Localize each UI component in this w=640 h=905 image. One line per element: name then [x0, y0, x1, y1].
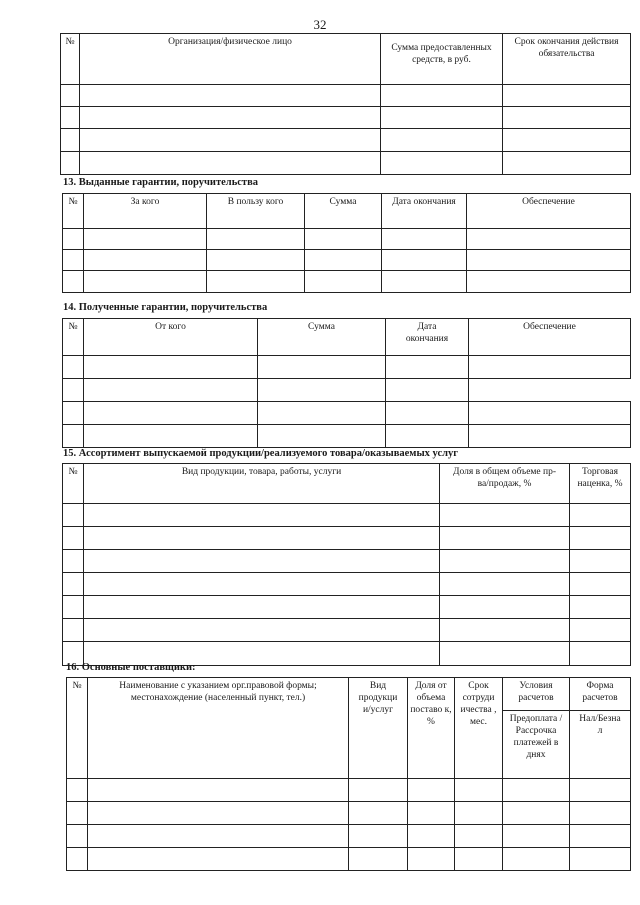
received-guarantees-table — [62, 318, 631, 448]
col-amount: Сумма — [305, 194, 382, 229]
table-row — [63, 527, 631, 550]
table-row — [67, 802, 631, 825]
col-num: № — [61, 34, 80, 85]
table-row — [63, 229, 631, 250]
table-row — [61, 107, 631, 129]
col-end-date: Дата окончания — [386, 319, 469, 356]
table-row — [61, 152, 631, 175]
table-row — [61, 129, 631, 152]
page-number: 32 — [313, 17, 327, 32]
col-num: № — [63, 194, 84, 229]
suppliers-table — [66, 677, 631, 871]
col-markup: Торговая наценка, % — [570, 464, 631, 504]
table-row — [63, 356, 631, 379]
table-row — [67, 848, 631, 871]
col-end-date: Дата окончания — [382, 194, 467, 229]
col-in-favor-of: В пользу кого — [207, 194, 305, 229]
assortment-table — [62, 463, 631, 666]
issued-guarantees-table — [62, 193, 631, 293]
col-product-type: Вид продукци и/услуг — [349, 678, 408, 779]
section-16-title: 16. Основные поставщики: — [66, 662, 196, 673]
col-collateral: Обеспечение — [469, 319, 631, 356]
col-payment-form: Форма расчетов — [570, 678, 631, 711]
table-row — [63, 250, 631, 271]
table-row — [63, 573, 631, 596]
col-from-whom: От кого — [84, 319, 258, 356]
table-row — [63, 550, 631, 573]
col-product-type: Вид продукции, товара, работы, услуги — [84, 464, 440, 504]
col-num: № — [67, 678, 88, 779]
col-prepayment: Предоплата / Рассрочка платежей в днях — [503, 711, 570, 779]
table-row — [63, 379, 631, 402]
col-supplier-name: Наименование с указанием орг.правовой формы; местонахождение (населенный пункт, тел.) — [88, 678, 349, 779]
table-row — [63, 425, 631, 448]
col-num: № — [63, 319, 84, 356]
table-row — [63, 504, 631, 527]
col-share: Доля от объема поставо к, % — [408, 678, 455, 779]
col-amount: Сумма предоставленных средств, в руб. — [381, 34, 503, 85]
section-14-title: 14. Полученные гарантии, поручительства — [63, 302, 268, 313]
col-amount: Сумма — [258, 319, 386, 356]
col-organization: Организация/физическое лицо — [80, 34, 381, 85]
table-row — [63, 271, 631, 293]
section-15-title: 15. Ассортимент выпускаемой продукции/реализуемого товара/оказываемых услуг — [63, 448, 459, 459]
table-row — [67, 825, 631, 848]
obligations-table — [60, 33, 631, 175]
col-for-whom: За кого — [84, 194, 207, 229]
table-row — [63, 596, 631, 619]
col-expiry: Срок окончания действия обязательства — [503, 34, 631, 85]
col-collateral: Обеспечение — [467, 194, 631, 229]
col-num: № — [63, 464, 84, 504]
table-row — [61, 85, 631, 107]
col-cooperation-term: Срок сотруди ичества , мес. — [455, 678, 503, 779]
col-payment-conditions: Условия расчетов — [503, 678, 570, 711]
table-row — [63, 619, 631, 642]
col-cash-noncash: Нал/Безна л — [570, 711, 631, 779]
section-13-title: 13. Выданные гарантии, поручительства — [63, 177, 258, 188]
table-row — [63, 402, 631, 425]
col-share: Доля в общем объеме пр-ва/продаж, % — [440, 464, 570, 504]
table-row — [67, 779, 631, 802]
